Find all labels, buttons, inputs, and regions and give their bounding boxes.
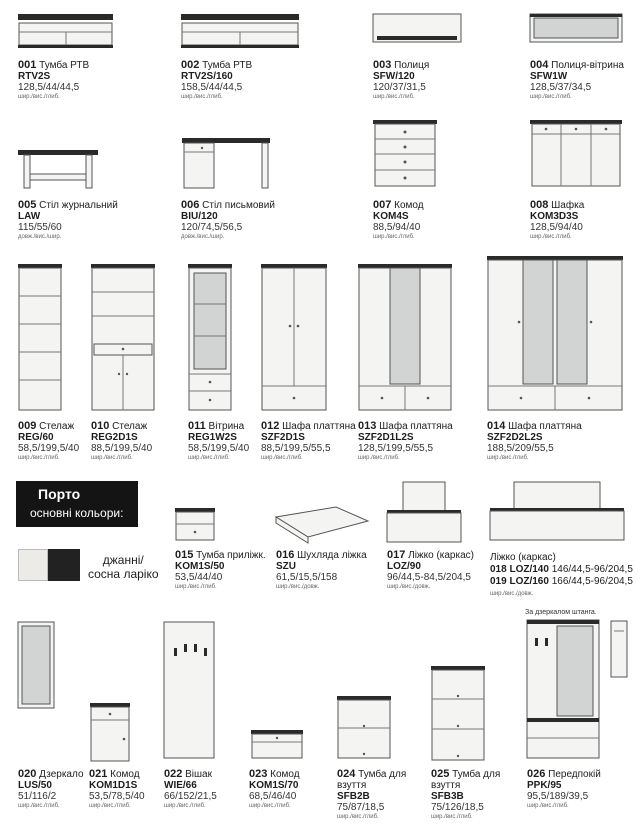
drawing-biu120 <box>182 138 270 188</box>
drawing-reg2d1s <box>91 264 155 412</box>
drawing-sfb2b <box>337 696 391 760</box>
drawing-sfw120 <box>373 14 461 42</box>
drawing-lus50 <box>18 622 54 708</box>
item-005: 005 Стіл журнальний LAW 115/55/60 довж./вис./шир. <box>18 199 118 240</box>
item-021: 021 Комод KOM1D1S 53,5/78,5/40 шир./вис./глиб. <box>89 768 145 809</box>
item-018-019: Ліжко (каркас) 018 LOZ/140 146/44,5-96/204,5 019 LOZ/160 166/44,5-96/204,5 шир./вис./довж. <box>490 552 633 597</box>
drawing-szu <box>276 507 368 541</box>
drawing-kom4s <box>373 120 437 188</box>
color-swatch-dark <box>48 549 80 581</box>
item-007: 007 Комод KOM4S 88,5/94/40 шир./вис./глиб. <box>373 199 424 240</box>
item-001: 001 Тумба РТВ RTV2S 128,5/44/44,5 шир./вис./глиб. <box>18 59 90 100</box>
item-002: 002 Тумба РТВ RTV2S/160 158,5/44/44,5 шир./вис./глиб. <box>181 59 253 100</box>
item-016: 016 Шухляда ліжка SZU 61,5/15,5/158 шир./вис./довж. <box>276 549 367 590</box>
drawing-ppk95 <box>527 620 599 760</box>
item-012: 012 Шафа платтяна SZF2D1S 88,5/199,5/55,5 шир./вис./глиб. <box>261 420 356 461</box>
item-013: 013 Шафа платтяна SZF2D1L2S 128,5/199,5/55,5 шир./вис./глиб. <box>358 420 453 461</box>
drawing-rod-inset <box>611 621 627 677</box>
drawing-loz140 <box>490 482 624 542</box>
item-009: 009 Стелаж REG/60 58,5/199,5/40 шир./вис./глиб. <box>18 420 80 461</box>
item-010: 010 Стелаж REG2D1S 88,5/199,5/40 шир./вис./глиб. <box>91 420 153 461</box>
item-006: 006 Стіл письмовий BIU/120 120/74,5/56,5 довж./вис./шир. <box>181 199 275 240</box>
drawing-sfw1w <box>530 14 622 42</box>
item-014: 014 Шафа платтяна SZF2D2L2S 188,5/209/55,5 шир./вис./глиб. <box>487 420 582 461</box>
porto-subtitle: основні кольори: <box>30 506 124 520</box>
item-022: 022 Вішак WIE/66 66/152/21,5 шир./вис./глиб. <box>164 768 217 809</box>
drawing-kom1d1s <box>90 703 130 763</box>
color-label: джанні/ сосна ларіко <box>88 553 159 581</box>
drawing-wie66 <box>164 622 214 758</box>
drawing-rtv2s <box>18 14 113 48</box>
item-015: 015 Тумба приліжк. KOM1S/50 53,5/44/40 шир./вис./глиб. <box>175 549 266 590</box>
color-swatch-light <box>18 549 48 581</box>
drawing-szf2d1l2s <box>358 264 452 412</box>
item-024: 024 Тумба для взуття SFB2B 75/87/18,5 шир./вис./глиб. <box>337 768 407 820</box>
item-003: 003 Полиця SFW/120 120/37/31,5 шир./вис./глиб. <box>373 59 430 100</box>
item-017: 017 Ліжко (каркас) LOZ/90 96/44,5-84,5/204,5 шир./вис./довж. <box>387 549 474 590</box>
porto-banner <box>16 481 138 527</box>
drawing-law <box>18 150 98 190</box>
drawing-loz90 <box>387 482 461 544</box>
item-004: 004 Полиця-вітрина SFW1W 128,5/37/34,5 шир./вис./глиб. <box>530 59 624 100</box>
mirror-rod-note: За дзеркалом штанга. <box>525 609 597 616</box>
drawing-rtv2s-160 <box>181 14 299 48</box>
drawing-szf2d2l2s <box>487 256 623 412</box>
porto-title: Порто <box>38 486 81 502</box>
item-008: 008 Шафка KOM3D3S 128,5/94/40 шир./вис./глиб. <box>530 199 585 240</box>
drawing-reg60 <box>18 264 62 412</box>
drawing-reg1w2s <box>188 264 232 412</box>
item-020: 020 Дзеркало LUS/50 51/116/2 шир./вис./глиб. <box>18 768 84 809</box>
drawing-szf2d1s <box>261 264 327 412</box>
drawing-sfb3b <box>431 666 485 762</box>
item-011: 011 Вітрина REG1W2S 58,5/199,5/40 шир./вис./глиб. <box>188 420 250 461</box>
drawing-kom3d3s <box>530 120 622 188</box>
item-023: 023 Комод KOM1S/70 68,5/46/40 шир./вис./глиб. <box>249 768 300 809</box>
drawing-kom1s50 <box>175 508 215 542</box>
drawing-kom1s70 <box>251 730 303 760</box>
item-026: 026 Передпокій PPK/95 95,5/189/39,5 шир./вис./глиб. <box>527 768 601 809</box>
item-025: 025 Тумба для взуття SFB3B 75/126/18,5 шир./вис./глиб. <box>431 768 501 820</box>
